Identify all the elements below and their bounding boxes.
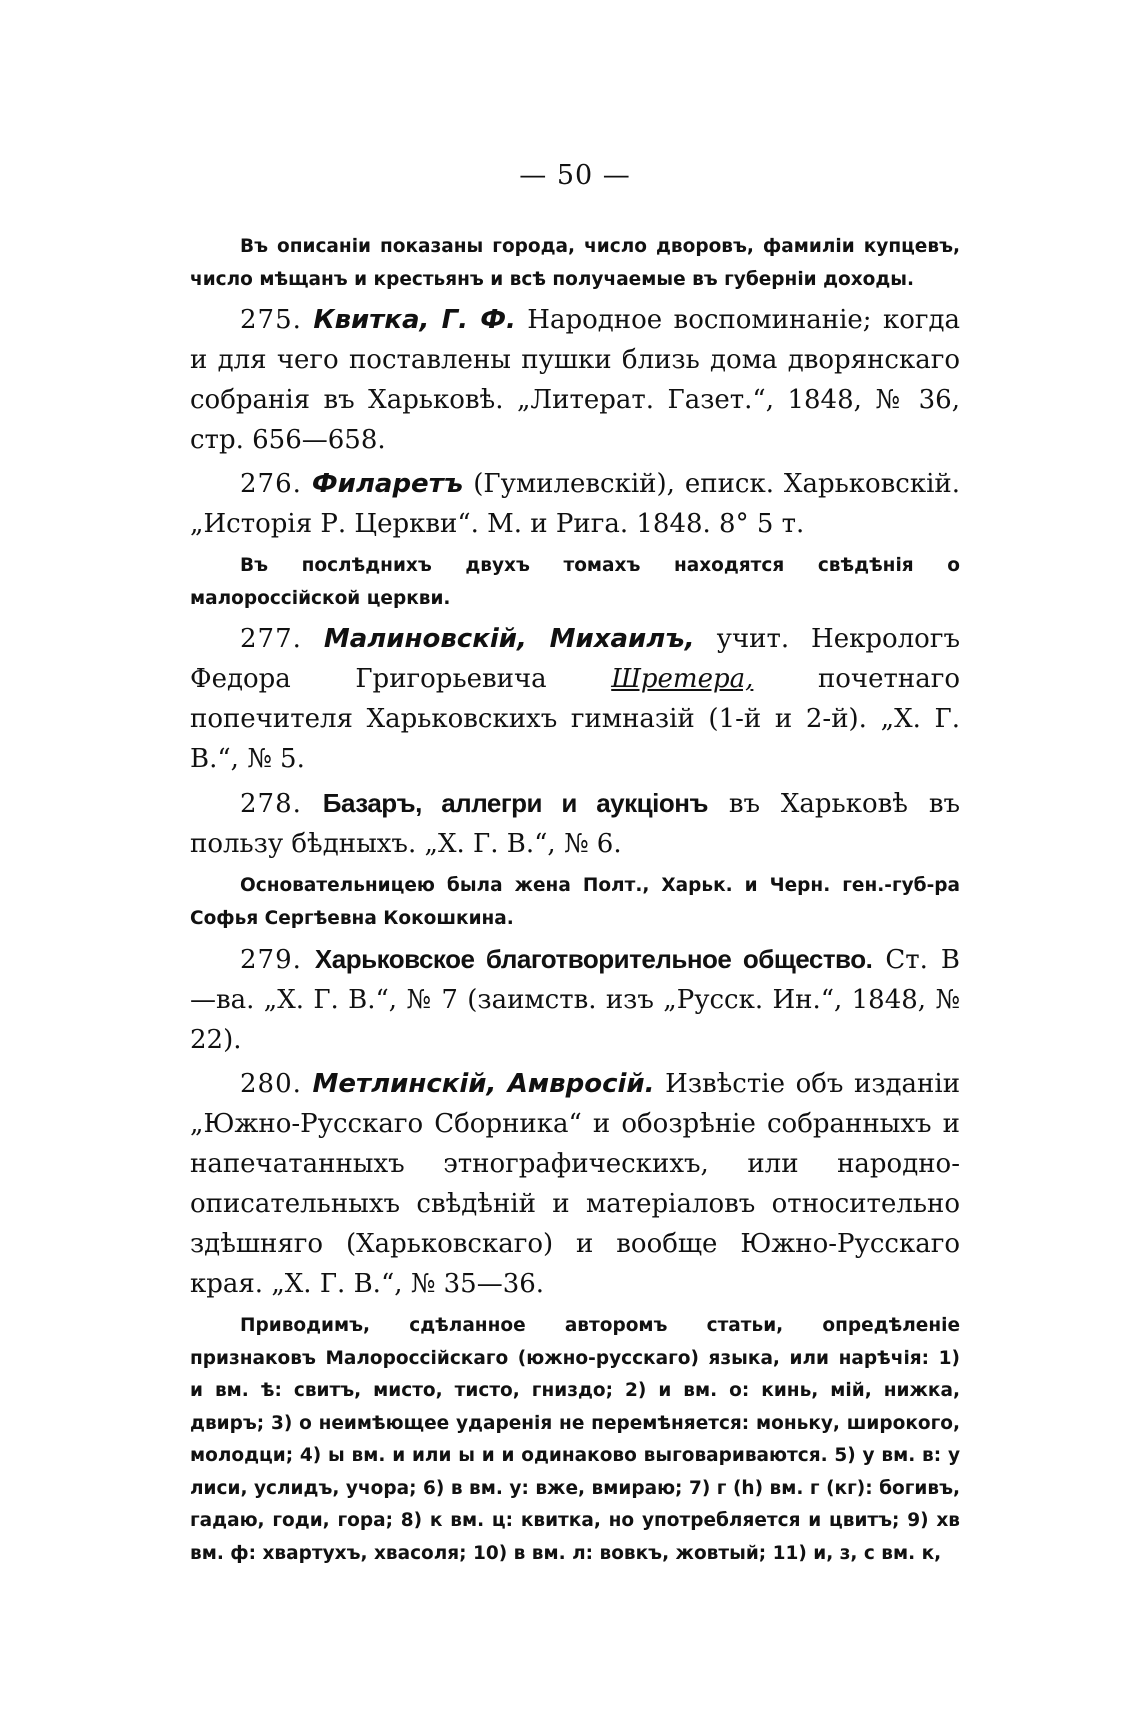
- entry-text: учит. Некрологъ Федора Григорьевича: [190, 624, 960, 694]
- entry-text: въ Харьковѣ въ пользу бѣдныхъ. „Х. Г. В.“, № 6.: [190, 789, 960, 859]
- entry-author: Квитка, Г. Ф.: [313, 305, 516, 335]
- entry-title: Базаръ, аллегри и аукціонъ: [322, 788, 708, 818]
- entry-text: Ст. В—ва. „Х. Г. В.“, № 7 (заимств. изъ „Русск. Ин.“, 1848, № 22).: [190, 945, 961, 1055]
- entry-280-note: Приводимъ, сдѣланное авторомъ статьи, опредѣленіе признаковъ Малороссійскаго (южно-русскаго) языка, или нарѣчія: 1) и вм. ѣ: свитъ, мисто, тисто, гниздо; 2) и вм. о: кинь, мій, нижка, двиръ; 3) о неимѣющее ударенія не перемѣняется: моньку, широкого, молодци; 4) ы вм. и или ы и и одинаково выговариваются. 5) у вм. в: у лиси, услидъ, учора; 6) в вм. у: вже, вмираю; 7) г (h) вм. г (кг): богивъ, гадаю, годи, гора; 8) к вм. ц: квитка, но употребляется и цвитъ; 9) хв вм. ф: хвартухъ, хвасоля; 10) в вм. л: вовкъ, жовтый; 11) и, з, с вм. к,: [190, 1315, 960, 1564]
- entry-280: [190, 1064, 960, 1304]
- entry-number: 276.: [240, 469, 302, 499]
- entry-number: 275.: [240, 305, 302, 335]
- entry-text: Народное воспоминаніе; когда и для чего поставлены пушки близь дома дворянскаго собранія въ Харьковѣ. „Литерат. Газет.“, 1848, № 36, стр. 656—658.: [190, 305, 961, 455]
- entry-278-note: Основательницею была жена Полт., Харьк. и Черн. ген.-губ-ра Софья Сергѣевна Кокошкина.: [190, 875, 960, 929]
- entry-text: почетнаго попечителя Харьковскихъ гимназій (1-й и 2-й). „Х. Г. В.“, № 5.: [190, 664, 960, 774]
- entry-number: 277.: [240, 624, 302, 654]
- entry-276: [190, 464, 960, 544]
- entry-author: Малиновскій, Михаилъ,: [323, 624, 695, 654]
- entry-277: [190, 619, 960, 779]
- note-continued: Въ описаніи показаны города, число дворовъ, фамиліи купцевъ, число мѣщанъ и крестьянъ и всѣ получаемые въ губерніи доходы.: [190, 236, 960, 290]
- entry-278: [190, 783, 960, 864]
- entry-text: (Гумилевскій), еписк. Харьковскій. „Исторія Р. Церкви“. М. и Рига. 1848. 8° 5 т.: [190, 469, 961, 539]
- entry-279: [190, 939, 960, 1060]
- entry-number: 278.: [240, 789, 302, 819]
- text-block: [190, 160, 960, 1574]
- entry-author: Филаретъ: [311, 469, 464, 499]
- entry-author: Метлинскій, Амвросій.: [312, 1069, 655, 1099]
- entry-number: 279.: [240, 945, 302, 975]
- entry-text: Извѣстіе объ изданіи „Южно-Русскаго Сборника“ и обозрѣніе собранныхъ и напечатанныхъ этнографическихъ, или народно-описательныхъ свѣдѣній и матеріаловъ относительно здѣшняго (Харьковскаго) и вообще Южно-Русскаго края. „Х. Г. В.“, № 35—36.: [190, 1069, 961, 1299]
- entry-title: Харьковское благотворительное общество.: [314, 944, 873, 974]
- entry-number: 280.: [240, 1069, 302, 1099]
- entry-person-name: Шретера,: [611, 664, 754, 694]
- page-number: — 50 —: [519, 160, 631, 191]
- entry-275: [190, 300, 960, 460]
- entry-276-note: Въ послѣднихъ двухъ томахъ находятся свѣдѣнія о малороссійской церкви.: [190, 555, 960, 609]
